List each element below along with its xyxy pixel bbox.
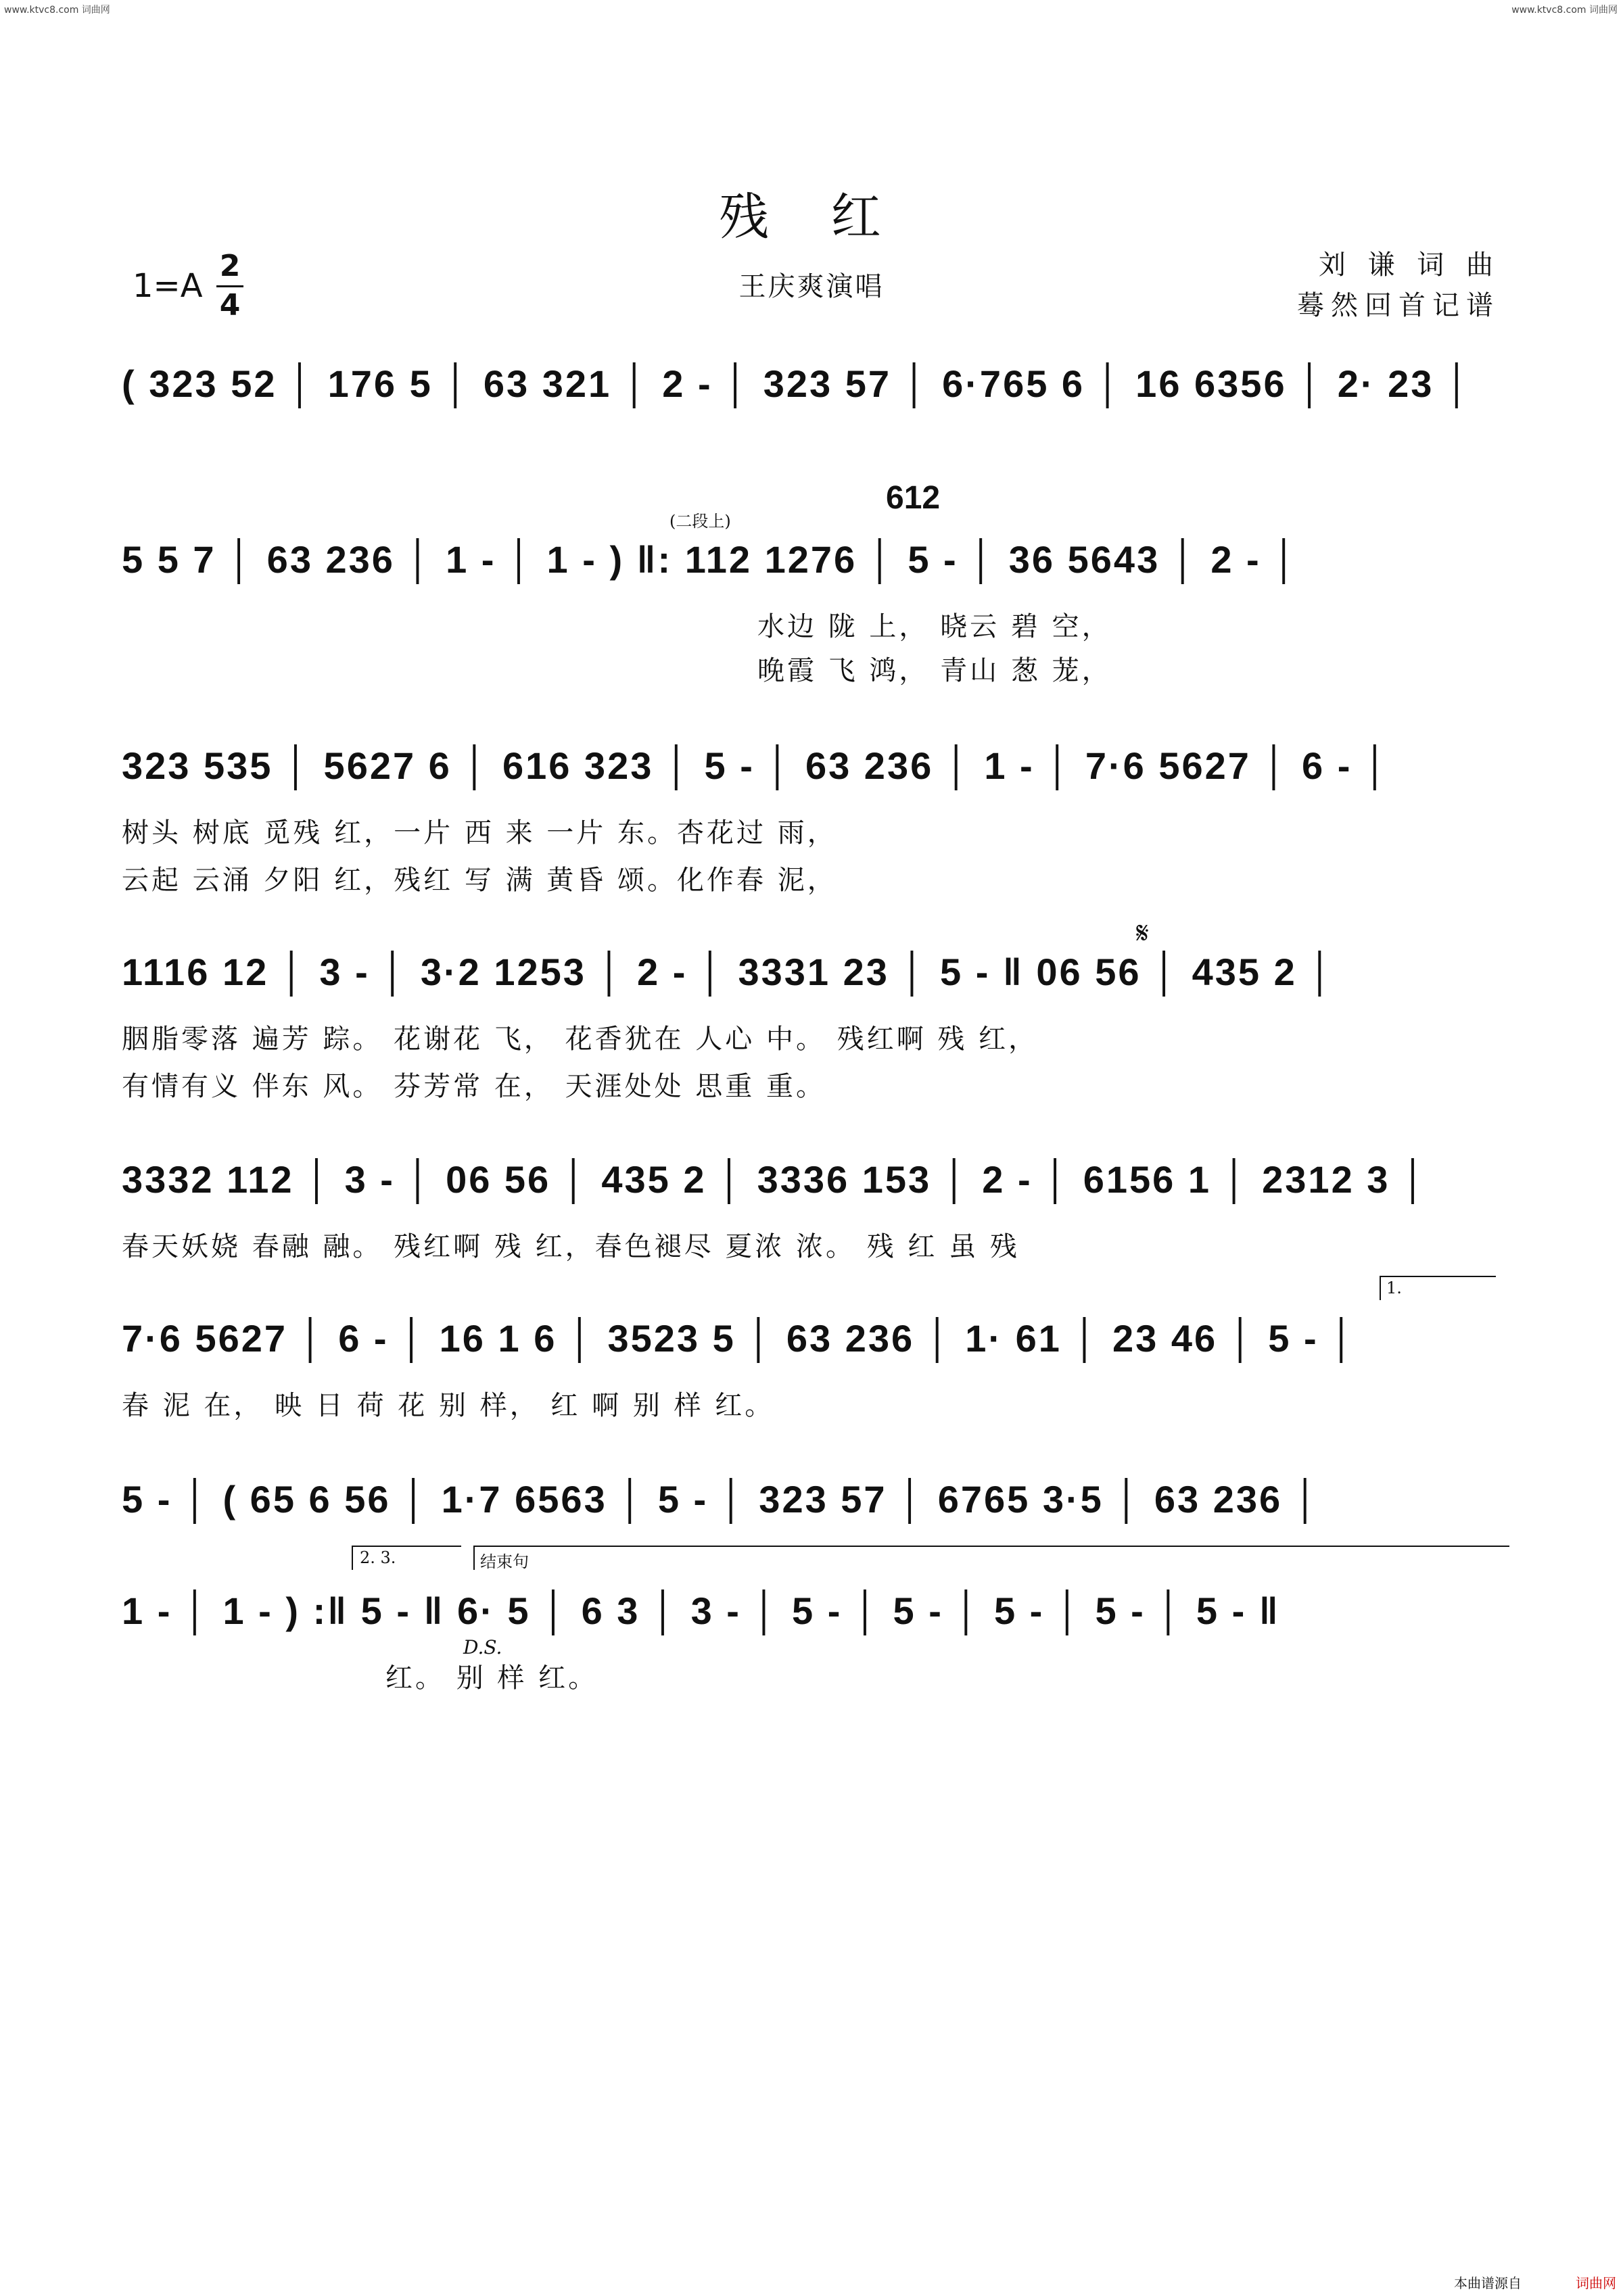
lyrics-verse-1: 春 泥 在， 映 日 荷 花 别 样， 红 啊 别 样 红。 — [122, 1390, 775, 1421]
lyrics-verse-1: 红。 别 样 红。 — [385, 1663, 598, 1694]
lyrics-verse-1: 水边 陇 上， 晓云 碧 空， — [757, 611, 1112, 642]
lyrics-verse-2: 有情有义 伴东 风。 芬芳常 在， 天涯处处 思重 重。 — [122, 1071, 826, 1102]
score-system-6 — [122, 1278, 1508, 1438]
notation-line: 5 - │ ( 65 6 56 │ 1·7 6563 │ 5 - │ 323 57 │ 6765 3·5 │ 63 236 │ — [122, 1478, 1321, 1521]
notation-line: 3332 112 │ 3 - │ 06 56 │ 435 2 │ 3336 153 │ 2 - │ 6156 1 │ 2312 3 │ — [122, 1158, 1428, 1201]
score-system-8 — [122, 1548, 1508, 1724]
song-title: 残 红 — [719, 188, 904, 246]
notation-line: ( 323 52 │ 176 5 │ 63 321 │ 2 - │ 323 57 │ 6·765 6 │ 16 6356 │ 2· 23 │ — [122, 362, 1472, 405]
ending-phrase-label: 结束句 — [480, 1552, 529, 1571]
lyrics-verse-1: 胭脂零落 遍芳 踪。 花谢花 飞， 花香犹在 人心 中。 残红啊 残 红， — [122, 1024, 1039, 1055]
second-verse-marker: (二段上) — [669, 512, 731, 531]
second-ending-label: 2. 3. — [360, 1548, 396, 1567]
score-system-2 — [122, 480, 1508, 707]
site-watermark-right: www.ktvc8.com 词曲网 — [1511, 5, 1618, 16]
notation-line: 7·6 5627 │ 6 - │ 16 1 6 │ 3523 5 │ 63 236 │ 1· 61 │ 23 46 │ 5 - │ — [122, 1317, 1357, 1360]
time-signature-top: 2 — [219, 249, 241, 283]
first-ending-label: 1. — [1386, 1278, 1402, 1297]
time-signature-bottom: 4 — [219, 288, 241, 322]
score-system-4 — [122, 916, 1508, 1119]
alternate-notes: 612 — [886, 480, 941, 516]
lyricist-composer-credit: 刘 谦 词 曲 — [1318, 249, 1500, 281]
score-system-1 — [122, 362, 1508, 429]
transcriber-credit: 蓦然回首记谱 — [1297, 290, 1500, 321]
time-signature-line — [216, 285, 243, 287]
score-system-5 — [122, 1157, 1508, 1279]
coda-bracket — [473, 1546, 1509, 1570]
key-signature: 1=A — [133, 267, 203, 305]
singer-credit: 王庆爽演唱 — [738, 271, 885, 302]
lyrics-verse-1: 树头 树底 觅残 红，一片 西 来 一片 东。杏花过 雨， — [122, 817, 837, 848]
footer-source-text: 本曲谱源自 — [1454, 2275, 1522, 2291]
notation-line: 5 5 7 │ 63 236 │ 1 - │ 1 - ) ‖: 112 1276 │ 5 - │ 36 5643 │ 2 - │ — [122, 538, 1300, 581]
lyrics-verse-2: 云起 云涌 夕阳 红，残红 写 满 黄昏 颂。化作春 泥， — [122, 865, 837, 896]
score-system-3 — [122, 744, 1508, 913]
lyrics-verse-1: 春天妖娆 春融 融。 残红啊 残 红，春色褪尽 夏浓 浓。 残 红 虽 残 — [122, 1231, 1020, 1262]
dal-segno-marking: D.S. — [463, 1636, 502, 1658]
site-watermark-left: www.ktvc8.com 词曲网 — [4, 5, 110, 16]
notation-line: 1 - │ 1 - ) :‖ 5 - ‖ 6· 5 │ 6 3 │ 3 - │ 5 - │ 5 - │ 5 - │ 5 - │ 5 - ‖ — [122, 1589, 1280, 1632]
notation-line: 323 535 │ 5627 6 │ 616 323 │ 5 - │ 63 236 │ 1 - │ 7·6 5627 │ 6 - │ — [122, 744, 1390, 787]
footer-site-name: 词曲网 — [1576, 2275, 1616, 2291]
lyrics-verse-2: 晚霞 飞 鸿， 青山 葱 茏， — [757, 655, 1112, 686]
notation-line: 1116 12 │ 3 - │ 3·2 1253 │ 2 - │ 3331 23 │ 5 - ‖ 06 56 │ 435 2 │ — [122, 951, 1336, 993]
segno-sign: 𝄋 — [1136, 916, 1149, 951]
